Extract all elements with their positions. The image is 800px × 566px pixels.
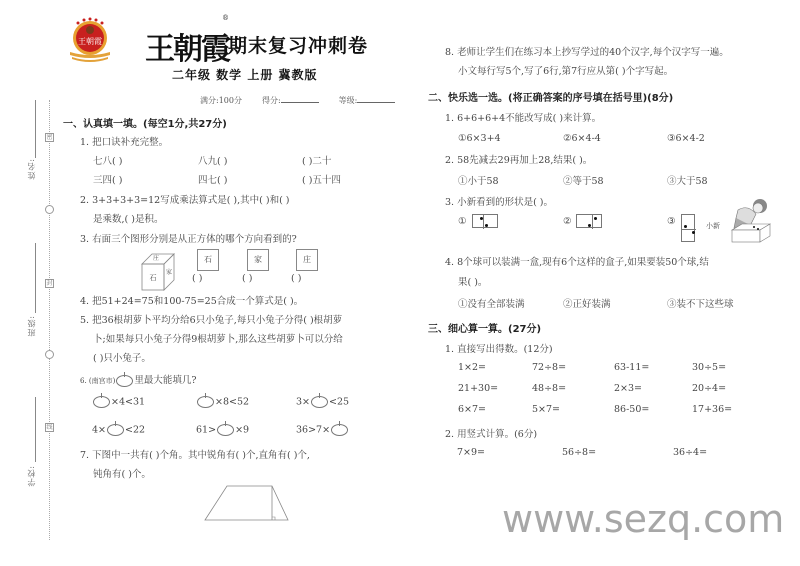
score-label: 得分: [261,96,281,105]
page-title: 期末复习冲刺卷 [228,35,369,57]
s2-q4-option[interactable]: ①没有全部装满 [458,299,525,310]
calc-item[interactable]: 5×7= [532,404,561,415]
watermark: www.sezq.com [502,497,785,541]
grade-field[interactable] [339,95,396,106]
s2-q1-option[interactable]: ①6×3+4 [458,133,501,144]
calc-item[interactable]: 30÷5= [692,362,727,373]
view-answer-2[interactable]: ( ) [242,273,253,284]
fruit-blank-icon[interactable] [197,396,214,408]
trapezoid-figure [200,484,292,524]
section-1-heading: 一、认真填一填。(每空1分,共27分) [63,119,227,130]
shape-option-2-icon [576,214,602,228]
s1-q1-blank[interactable]: ( )二十 [302,156,332,167]
calc-item[interactable]: 21+30= [458,383,499,394]
fruit-blank-icon[interactable] [311,396,328,408]
s1-q6-item[interactable]: 3× <25 [296,396,350,408]
view-box-3: 庄 [296,249,318,271]
shape-option-3-icon [681,214,695,242]
svg-text:王朝霞: 王朝霞 [78,37,102,46]
name-label: 姓名: [27,158,36,180]
exam-subtitle: 二年级 数学 上册 冀教版 [172,68,318,82]
s2-q4-option[interactable]: ②正好装满 [563,299,611,310]
score-blank[interactable] [281,102,319,103]
s2-q2-option[interactable]: ①小于58 [458,176,499,187]
s1-q6-item[interactable]: 61> ×9 [196,424,250,436]
calc-item[interactable]: 72÷8= [532,362,567,373]
view-answer-3[interactable]: ( ) [291,273,302,284]
fruit-blank-icon[interactable] [217,424,234,436]
brand-logo-icon [64,14,116,66]
s1-q6-prefix: 6. (南宫市) [80,377,116,385]
calc-item[interactable]: 1×2= [458,362,487,373]
grade-blank[interactable] [357,102,395,103]
s1-q6-item[interactable]: 4× <22 [92,424,146,436]
s2-q3-text[interactable]: 3. 小新看到的形状是( )。 [445,197,554,208]
s2-q2-option[interactable]: ③大于58 [667,176,708,187]
grade-label: 等级: [338,96,358,105]
svg-text:石: 石 [149,274,157,282]
s1-q1-blank[interactable]: 八九( ) [198,156,228,167]
calc-item[interactable]: 86-50= [614,404,650,415]
view-box-2: 家 [247,249,269,271]
s1-q5-line1[interactable]: 5. 把36根胡萝卜平均分给6只小兔子,每只小兔子分得( )根胡萝 [80,315,343,326]
score-line [200,95,395,106]
calc-item[interactable]: 6×7= [458,404,487,415]
s1-q5-line2: 卜;如果每只小兔子分得9根胡萝卜,那么这些胡萝卜可以分给 [93,334,343,345]
s2-q2-text[interactable]: 2. 58先减去29再加上28,结果( )。 [445,155,593,166]
s1-q6-item[interactable]: 36>7× [296,424,349,436]
class-underline [35,243,36,313]
calc-item[interactable]: 48÷8= [532,383,567,394]
s1-q2-line1[interactable]: 2. 3+3+3+3=12写成乘法算式是( ),其中( )和( ) [80,195,290,206]
seal-mark-1: 密 [46,134,53,141]
s1-q1-blank[interactable]: ( )五十四 [302,175,341,186]
s1-q8-line1: 8. 老师让学生们在练习本上抄写学过的40个汉字,每个汉字写一遍。 [445,47,729,58]
s1-q6-text [80,372,196,387]
s2-q1-text[interactable]: 1. 6+6+6+4不能改写成( )来计算。 [445,113,602,124]
brand-name: 王朝霞 [145,32,229,67]
vertical-calc-item[interactable]: 36÷4= [673,447,708,458]
shape-option-1-icon [472,214,498,228]
s3-q1-text: 1. 直接写出得数。(12分) [445,344,553,355]
binding-hole-1 [45,205,54,214]
s2-q3-option[interactable]: ③ [667,216,676,227]
svg-text:庄: 庄 [152,255,160,262]
s2-q1-option[interactable]: ②6×4-4 [563,133,601,144]
school-label: 学校: [27,465,36,487]
s2-q3-option[interactable]: ① [458,216,467,227]
school-underline [35,397,36,462]
s1-q1-text: 1. 把口诀补充完整。 [80,137,169,148]
s1-q2-line2[interactable]: 是乘数,( )是积。 [93,214,164,225]
s2-q2-option[interactable]: ②等于58 [563,176,604,187]
cube-diagram [140,252,203,292]
calc-item[interactable]: 2×3= [614,383,643,394]
binding-hole-2 [45,350,54,359]
name-underline [35,100,36,158]
full-score: 满分:100分 [200,96,242,105]
boy-looking-at-box-icon [726,196,772,246]
view-box-1: 石 [197,249,219,271]
s2-q3-option[interactable]: ② [563,216,572,227]
class-label: 班级: [27,315,36,337]
s1-q1-blank[interactable]: 三四( ) [93,175,123,186]
s2-q4-option[interactable]: ③装不下这些球 [667,299,734,310]
s1-q6-item[interactable]: ×8<52 [196,396,249,408]
s1-q6-item[interactable]: ×4<31 [92,396,145,408]
calc-item[interactable]: 20÷4= [692,383,727,394]
s1-q7-line1[interactable]: 7. 下图中一共有( )个角。其中锐角有( )个,直角有( )个, [80,450,310,461]
calc-item[interactable]: 63-11= [614,362,650,373]
section-3-heading: 三、细心算一算。(27分) [428,324,542,335]
fruit-blank-icon[interactable] [93,396,110,408]
s1-q1-blank[interactable]: 七八( ) [93,156,123,167]
s3-q2-text: 2. 用竖式计算。(6分) [445,429,538,440]
view-answer-1[interactable]: ( ) [192,273,203,284]
s2-q1-option[interactable]: ③6×4-2 [667,133,705,144]
fruit-blank-icon[interactable] [107,424,124,436]
calc-item[interactable]: 17+36= [692,404,733,415]
section-2-heading: 二、快乐选一选。(将正确答案的序号填在括号里)(8分) [428,93,674,104]
vertical-calc-item[interactable]: 7×9= [457,447,486,458]
s1-q1-blank[interactable]: 四七( ) [198,175,228,186]
registered-mark: ® [222,14,229,22]
binding-dotted-line [49,100,50,540]
s1-q4-text[interactable]: 4. 把51+24=75和100-75=25合成一个算式是( )。 [80,296,304,307]
fruit-blank-icon[interactable] [331,424,348,436]
vertical-calc-item[interactable]: 56÷8= [562,447,597,458]
seal-mark-3: 线 [46,424,53,431]
svg-text:家: 家 [165,269,173,276]
seal-mark-2: 封 [46,280,53,287]
s1-q5-line3[interactable]: ( )只小兔子。 [93,353,151,364]
s2-q4-line2[interactable]: 果( )。 [458,277,488,288]
s2-q4-line1: 4. 8个球可以装满一盒,现有6个这样的盒子,如果要装50个球,结 [445,257,709,268]
s1-q3-text: 3. 右面三个图形分别是从正方体的哪个方向看到的? [80,234,297,245]
score-field[interactable] [262,95,319,106]
character-label: 小新 [706,222,720,230]
fruit-icon [116,375,133,387]
s1-q8-line2[interactable]: 小文每行写5个,写了6行,第7行应从第( )个字写起。 [458,66,674,77]
s1-q6-suffix: 里最大能填几? [134,375,197,386]
s1-q7-line2[interactable]: 钝角有( )个。 [93,469,151,480]
